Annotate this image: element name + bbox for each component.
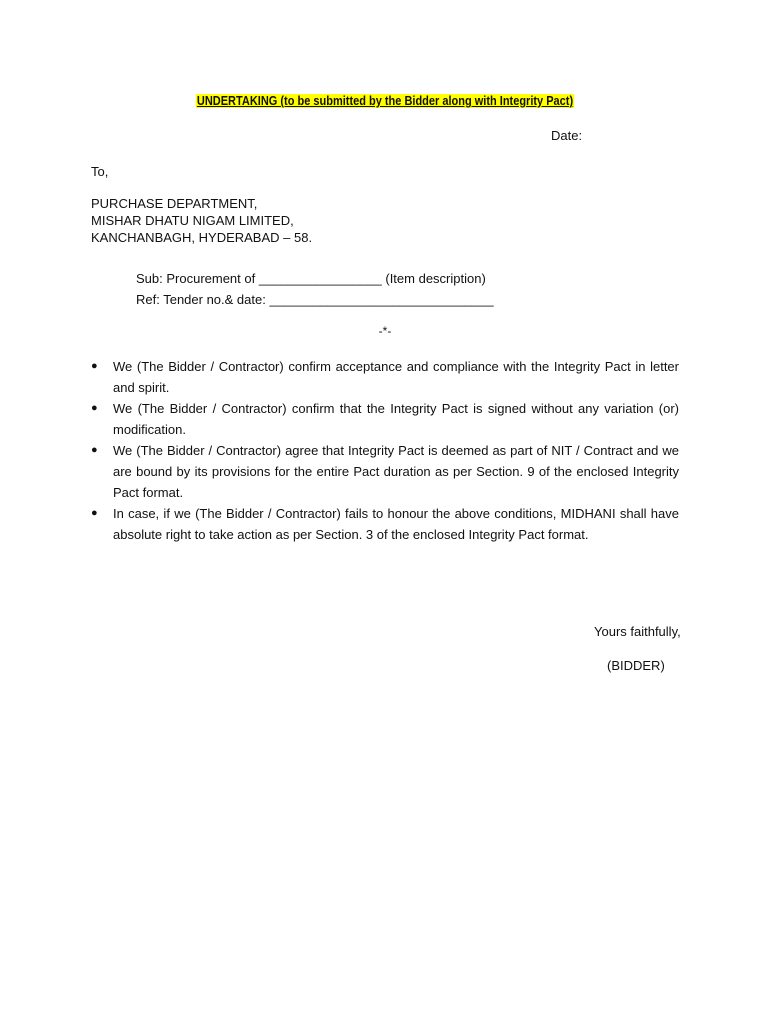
list-item bbox=[91, 398, 679, 440]
section-divider: -*- bbox=[378, 324, 392, 338]
undertaking-points-list bbox=[91, 356, 679, 545]
signatory-label: (BIDDER) bbox=[607, 658, 665, 673]
list-item-text: In case, if we (The Bidder / Contractor) fails to honour the above conditions, MIDHANI shall have absolute right to take action as per Section. 3 of the enclosed Integrity Pact format. bbox=[113, 506, 679, 542]
recipient-address bbox=[91, 195, 312, 246]
bullet-icon: ● bbox=[91, 444, 98, 456]
document-title-text: UNDERTAKING (to be submitted by the Bidder along with Integrity Pact) bbox=[196, 94, 574, 108]
address-line-1: PURCHASE DEPARTMENT, bbox=[91, 196, 258, 211]
to-label: To, bbox=[91, 164, 109, 179]
list-item-text: We (The Bidder / Contractor) confirm acceptance and compliance with the Integrity Pact in letter and spirit. bbox=[113, 359, 679, 395]
list-item-text: We (The Bidder / Contractor) confirm that the Integrity Pact is signed without any variation (or) modification. bbox=[113, 401, 679, 437]
document-title bbox=[46, 94, 724, 108]
closing-salutation: Yours faithfully, bbox=[594, 624, 681, 639]
date-label: Date: bbox=[551, 128, 583, 143]
bullet-icon: ● bbox=[91, 507, 98, 519]
bullet-icon: ● bbox=[91, 402, 98, 414]
reference-line: Ref: Tender no.& date: _______________________________ bbox=[136, 292, 494, 307]
bullet-icon: ● bbox=[91, 360, 98, 372]
address-line-3: KANCHANBAGH, HYDERABAD – 58. bbox=[91, 230, 313, 245]
list-item-text: We (The Bidder / Contractor) agree that Integrity Pact is deemed as part of NIT / Contract and we are bound by its provisions for the entire Pact duration as per Section. 9 of the enclosed Integrity Pact format. bbox=[113, 443, 679, 500]
list-item bbox=[91, 503, 679, 545]
subject-line: Sub: Procurement of _________________ (Item description) bbox=[136, 271, 486, 286]
list-item bbox=[91, 440, 679, 503]
address-line-2: MISHAR DHATU NIGAM LIMITED, bbox=[91, 213, 294, 228]
subject-reference-block bbox=[136, 268, 494, 310]
list-item bbox=[91, 356, 679, 398]
